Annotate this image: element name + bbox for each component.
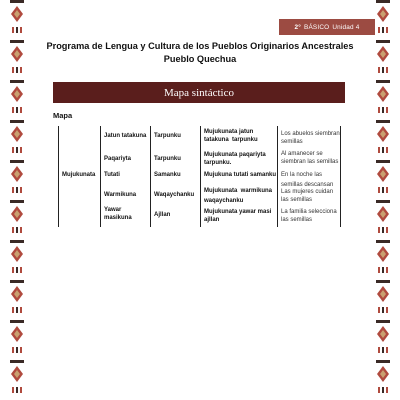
word1-cell: Yawar masikuna: [104, 207, 132, 221]
meaning-cell: Al amanecer se siembran las semillas: [281, 151, 339, 165]
word2-cell: Ajllan: [154, 212, 171, 218]
unit-badge: [279, 19, 375, 35]
separator: [340, 126, 341, 227]
section-banner: [53, 82, 345, 103]
word1-cell: Jatun tatakuna: [104, 133, 147, 139]
syntactic-map: [58, 123, 348, 229]
word2-cell: Tarpunku: [154, 156, 181, 162]
meaning-cell: En la noche las semillas descansan: [281, 172, 334, 189]
sentence-cell: Mujukunata warmikuna waqaychanku: [204, 188, 273, 204]
word1-cell: Paqariyta: [104, 156, 132, 162]
word1-cell: Warmikuna: [104, 192, 137, 198]
meaning-cell: Los abuelos siembran semillas: [281, 131, 340, 145]
word2-cell: Samanku: [154, 172, 181, 178]
section-title: Mapa sintáctico: [164, 86, 234, 99]
word2-cell: Tarpunku: [154, 133, 181, 139]
grade: 2°: [294, 23, 301, 31]
program-title: Programa de Lengua y Cultura de los Pueblos Originarios Ancestrales: [46, 41, 354, 51]
grade-level: BÁSICO: [303, 23, 330, 31]
separator: [200, 126, 201, 227]
separator: [150, 126, 151, 227]
word1-cell: Tutati: [104, 172, 120, 178]
sentence-cell: Mujukunata jatun tatakuna tarpunku: [204, 129, 258, 143]
sentence-cell: Mujukuna tutati samanku: [204, 172, 277, 178]
map-label: Mapa: [53, 111, 73, 120]
program-subtitle: Pueblo Quechua: [163, 54, 237, 64]
separator: [277, 126, 278, 227]
subject-cell: Mujukunata: [62, 172, 96, 178]
unit: Unidad 4: [332, 23, 360, 31]
word2-cell: Waqaychanku: [154, 192, 195, 198]
separator: [58, 126, 59, 227]
meaning-cell: Las mujeres cuidan las semillas: [281, 189, 334, 203]
separator: [100, 126, 101, 227]
sentence-cell: Mujukunata yawar masi ajllan: [204, 209, 272, 223]
meaning-cell: La familia selecciona las semillas: [281, 209, 337, 223]
sentence-cell: Mujukunata paqariyta tarpunku.: [204, 152, 266, 166]
